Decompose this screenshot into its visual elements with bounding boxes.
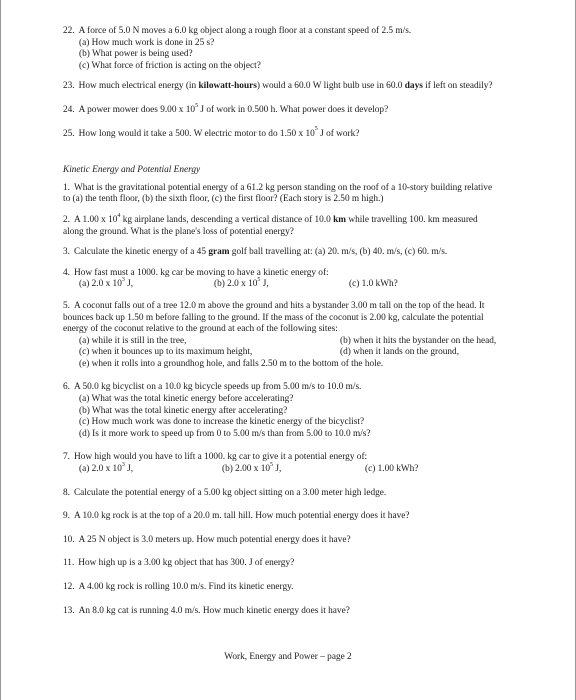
question-part: (c) What force of friction is acting on the object? — [79, 60, 261, 71]
question-13 — [63, 606, 531, 618]
question-9 — [63, 511, 531, 523]
question-3 — [63, 247, 531, 259]
question-text: A force of 5.0 N moves a 6.0 kg object along a rough floor at a constant speed of 2.5 m/s. — [78, 26, 412, 36]
question-text: How fast must a 1000. kg car be moving to have a kinetic energy of: — [73, 267, 329, 278]
question-text-continued: along the ground. What is the plane's loss of potential energy? — [63, 226, 294, 237]
question-text: How high would you have to lift a 1000. kg car to give it a potential energy of: — [73, 452, 368, 463]
question-number: 4. — [63, 267, 70, 278]
question-number: 11. — [63, 558, 75, 569]
question-number: 22. — [63, 26, 75, 36]
question-number: 23. — [63, 81, 75, 92]
question-text: A coconut falls out of a tree 12.0 m above the ground and hits a bystander 3.00 m tall on the top of the head. It — [73, 300, 485, 311]
question-number: 7. — [63, 452, 70, 463]
question-part: (b) What power is being used? — [79, 49, 193, 60]
question-text: How long would it take a 500. W electric motor to do 1.50 x $10^5$ J of work? — [78, 126, 360, 139]
question-part: (e) when it rolls into a groundhog hole, and falls 2.50 m to the bottom of the hole. — [79, 358, 384, 369]
question-part: (a) How much work is done in 25 s? — [79, 37, 215, 48]
question-1 — [63, 183, 531, 206]
question-part: (c) How much work was done to increase the kinetic energy of the bicyclist? — [79, 417, 365, 428]
question-part: (c) 1.0 kWh? — [349, 279, 398, 290]
question-number: 1. — [63, 182, 70, 193]
question-text-continued: to (a) the tenth floor, (b) the sixth floor, (c) the first floor? (Each story is 2.50 m high.) — [63, 194, 384, 205]
question-number: 10. — [63, 534, 75, 545]
question-text-continued: energy of the coconut relative to the ground at each of the following sites: — [63, 324, 338, 335]
question-5 — [63, 301, 531, 371]
question-number: 2. — [63, 214, 70, 225]
question-parts — [63, 461, 531, 476]
question-22 — [63, 26, 531, 72]
question-25 — [63, 126, 531, 141]
question-part: (a) while it is still in the tree, — [79, 335, 187, 346]
question-10 — [63, 535, 531, 547]
question-number: 25. — [63, 128, 75, 139]
question-part: (a) 2.0 x $10^3$ J, — [79, 461, 134, 475]
question-number: 5. — [63, 300, 70, 311]
question-number: 24. — [63, 104, 75, 115]
question-text: A 25 N object is 3.0 meters up. How much potential energy does it have? — [78, 534, 351, 545]
question-text: An 8.0 kg cat is running 4.0 m/s. How much kinetic energy does it have? — [78, 605, 350, 616]
question-text: A power mower does 9.00 x $10^5$ J of work in 0.500 h. What power does it develop? — [78, 102, 389, 115]
question-text: How much electrical energy (in kilowatt-hours) would a 60.0 W light bulb use in 60.0 days if left on steadily? — [78, 81, 493, 92]
worksheet-content — [63, 26, 531, 617]
question-part: (b) What was the total kinetic energy after accelerating? — [79, 405, 288, 416]
question-number: 13. — [63, 605, 75, 616]
question-part: (a) 2.0 x $10^3$ J, — [79, 277, 134, 290]
question-number: 9. — [63, 511, 70, 522]
question-text: A 4.00 kg rock is rolling 10.0 m/s. Find its kinetic energy. — [78, 582, 294, 592]
question-part: (c) when it bounces up to its maximum height, — [79, 347, 253, 358]
question-24 — [63, 102, 531, 117]
question-7 — [63, 452, 531, 475]
question-number: 3. — [63, 247, 70, 258]
question-number: 12. — [63, 582, 75, 592]
question-text: A 1.00 x $10^4$ kg airplane lands, descending a vertical distance of 10.0 km while travelling 100. km measured — [73, 212, 478, 225]
question-part: (b) 2.00 x $10^5$ J, — [222, 461, 282, 475]
question-text: A 10.0 kg rock is at the top of a 20.0 m. tall hill. How much potential energy does it have? — [73, 511, 410, 522]
question-12 — [63, 582, 531, 594]
question-parts — [63, 279, 531, 291]
question-8 — [63, 488, 531, 500]
question-part: (d) when it lands on the ground, — [340, 347, 460, 358]
question-text: What is the gravitational potential energy of a 61.2 kg person standing on the roof of a 10-story building relative — [73, 182, 493, 193]
question-text: A 50.0 kg bicyclist on a 10.0 kg bicycle speeds up from 5.00 m/s to 10.0 m/s. — [73, 382, 362, 393]
section-heading: Kinetic Energy and Potential Energy — [63, 165, 201, 176]
question-number: 8. — [63, 487, 70, 498]
page-footer: Work, Energy and Power – page 2 — [224, 652, 352, 662]
question-number: 6. — [63, 382, 70, 393]
question-text: Calculate the potential energy of a 5.00 kg object sitting on a 3.00 meter high ledge. — [73, 487, 387, 498]
question-2 — [63, 212, 531, 238]
question-text: How high up is a 3.00 kg object that has 300. J of energy? — [78, 558, 295, 569]
question-6 — [63, 382, 531, 440]
question-parts — [63, 336, 531, 359]
question-text-continued: bounces back up 1.50 m before falling to the ground. If the mass of the coconut is 2.00 kg, calculate the potential — [63, 312, 484, 323]
question-part: (d) Is it more work to speed up from 0 to 5.00 m/s than from 5.00 to 10.0 m/s? — [79, 428, 371, 439]
question-4 — [63, 268, 531, 291]
question-23 — [63, 81, 531, 93]
question-part: (a) What was the total kinetic energy before accelerating? — [79, 394, 294, 405]
question-part: (b) 2.0 x $10^5$ J, — [214, 277, 269, 290]
question-part: (b) when it hits the bystander on the head, — [340, 335, 497, 346]
question-11 — [63, 558, 531, 570]
question-text: Calculate the kinetic energy of a 45 gram golf ball travelling at: (a) 20. m/s, (b) 40. m/s, (c) 60. m/s. — [73, 247, 448, 258]
question-part: (c) 1.00 kWh? — [365, 464, 419, 475]
